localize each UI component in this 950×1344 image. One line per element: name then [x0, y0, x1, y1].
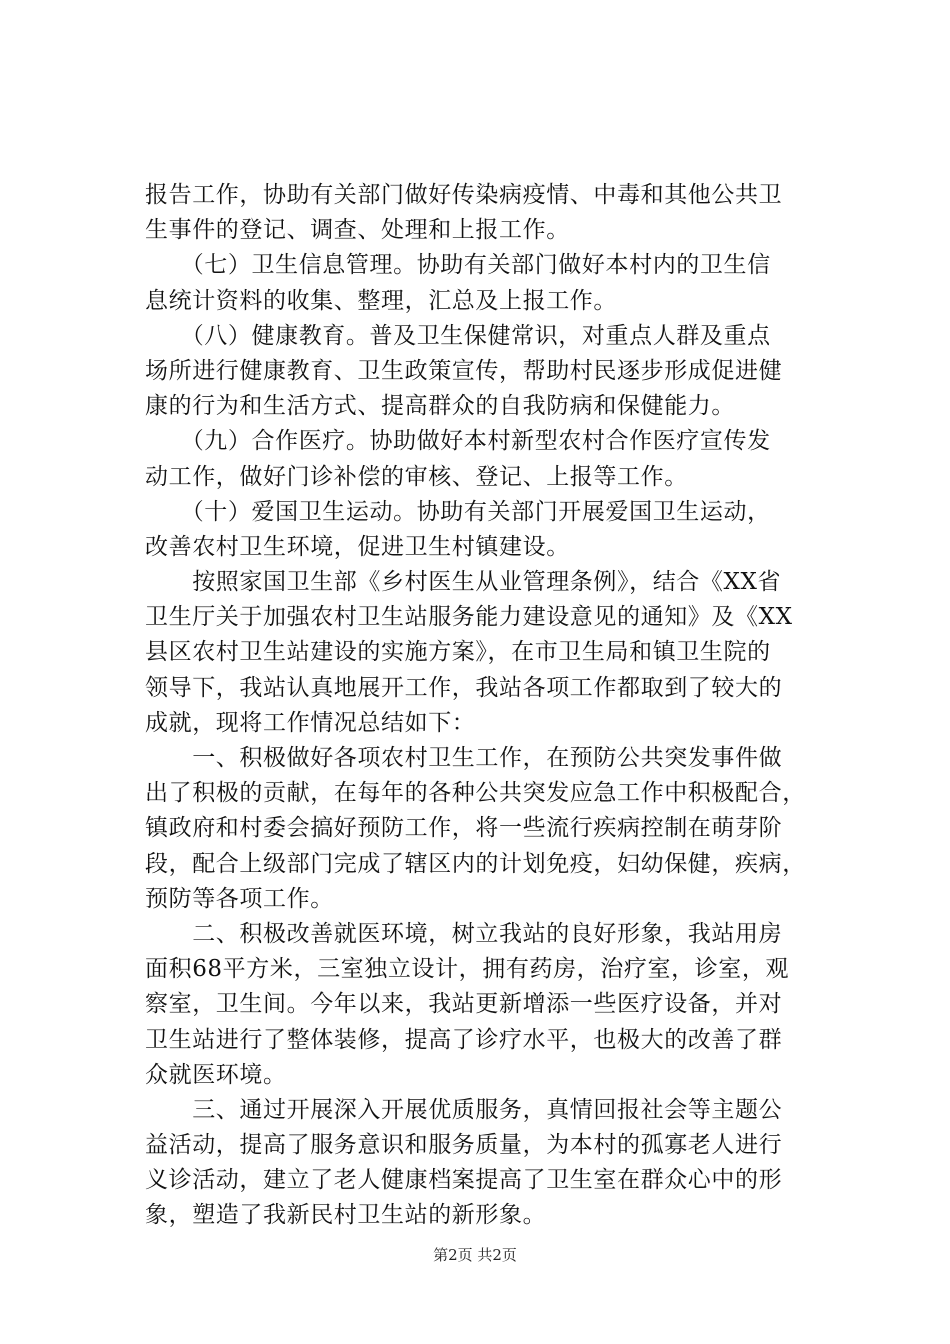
- text-line: 象，塑造了我新民村卫生站的新形象。: [145, 1202, 547, 1229]
- text-line: 段，配合上级部门完成了辖区内的计划免疫，妇幼保健，疾病，: [145, 850, 806, 877]
- text-line: 面积68平方米，三室独立设计，拥有药房，治疗室，诊室，观: [145, 956, 790, 983]
- text-line: 卫生厅关于加强农村卫生站服务能力建设意见的通知》及《XX: [145, 604, 793, 631]
- text-line: 一、积极做好各项农村卫生工作，在预防公共突发事件做: [145, 745, 783, 771]
- text-line: 卫生站进行了整体装修，提高了诊疗水平，也极大的改善了群: [145, 1026, 783, 1053]
- text-line: 预防等各项工作。: [145, 885, 334, 912]
- text-line: （九）合作医疗。协助做好本村新型农村合作医疗宣传发: [145, 428, 771, 455]
- text-line: 动工作，做好门诊补偿的审核、登记、上报等工作。: [145, 463, 688, 490]
- text-line: （十）爱国卫生运动。协助有关部门开展爱国卫生运动，: [145, 498, 771, 525]
- text-line: 义诊活动，建立了老人健康档案提高了卫生室在群众心中的形: [145, 1167, 783, 1194]
- text-line: 察室，卫生间。今年以来，我站更新增添一些医疗设备，并对: [145, 991, 783, 1018]
- page-number-label: 第2页 共2页: [433, 1246, 517, 1264]
- text-line: 众就医环境。: [145, 1061, 287, 1088]
- text-line: （七）卫生信息管理。协助有关部门做好本村内的卫生信: [145, 252, 771, 279]
- text-line: 康的行为和生活方式、提高群众的自我防病和保健能力。: [145, 393, 735, 420]
- text-line: 按照家国卫生部《乡村医生从业管理条例》，结合《XX省: [145, 569, 782, 596]
- text-line: 三、通过开展深入开展优质服务，真情回报社会等主题公: [145, 1096, 783, 1123]
- text-line: 益活动，提高了服务意识和服务质量，为本村的孤寡老人进行: [145, 1132, 783, 1159]
- text-line: 县区农村卫生站建设的实施方案》，在市卫生局和镇卫生院的: [145, 639, 771, 666]
- page-footer: [0, 1245, 950, 1265]
- text-line: 报告工作，协助有关部门做好传染病疫情、中毒和其他公共卫: [145, 182, 783, 208]
- text-line: 领导下，我站认真地展开工作，我站各项工作都取到了较大的: [145, 674, 783, 701]
- document-body: [145, 178, 835, 1234]
- text-line: 成就，现将工作情况总结如下：: [145, 709, 476, 736]
- text-line: 二、积极改善就医环境，树立我站的良好形象，我站用房: [145, 920, 783, 947]
- text-line: 出了积极的贡献，在每年的各种公共突发应急工作中积极配合，: [145, 780, 806, 807]
- text-line: 生事件的登记、调查、处理和上报工作。: [145, 217, 570, 244]
- text-line: 场所进行健康教育、卫生政策宣传，帮助村民逐步形成促进健: [145, 357, 783, 384]
- text-line: 息统计资料的收集、整理，汇总及上报工作。: [145, 287, 617, 314]
- text-line: （八）健康教育。普及卫生保健常识，对重点人群及重点: [145, 322, 771, 349]
- text-line: 镇政府和村委会搞好预防工作，将一些流行疾病控制在萌芽阶: [145, 815, 783, 842]
- text-line: 改善农村卫生环境，促进卫生村镇建设。: [145, 533, 570, 560]
